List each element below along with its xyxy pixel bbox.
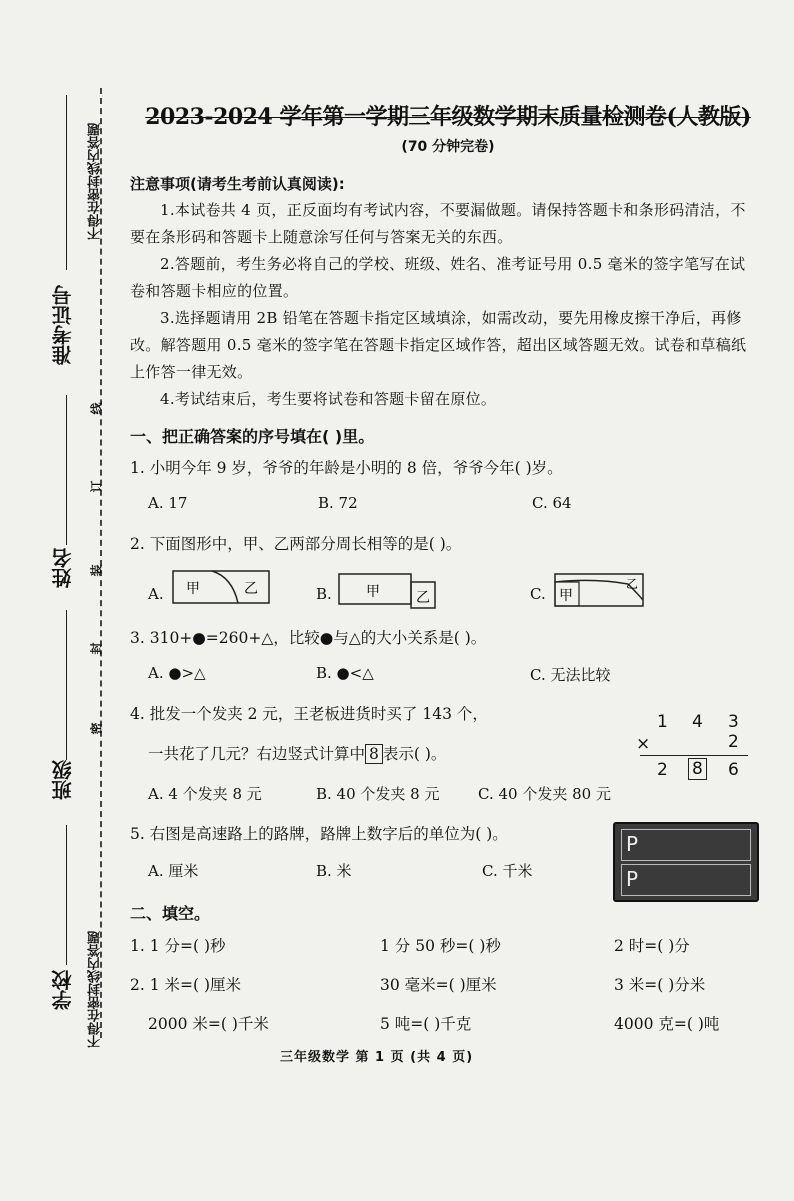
binding-top-warning: 不得在密封线内答题	[88, 123, 103, 240]
binding-field-name: 姓名	[51, 548, 75, 588]
fill-1a: 1. 1 分=( )秒	[130, 937, 226, 955]
fill-2c: 3 米=( )分米	[614, 976, 706, 994]
q4-text-after: 表示( )。	[382, 745, 447, 763]
binding-field-school: 学校	[51, 970, 75, 1010]
question-1: 1. 小明今年 9 岁，爷爷的年龄是小明的 8 倍，爷爷今年( )岁。	[130, 459, 563, 477]
q1-option-b: B. 72	[318, 494, 358, 512]
calc-result-digit-boxed: 8	[688, 758, 707, 780]
calc-multiplier: 2	[728, 732, 739, 752]
calc-times-sign: ×	[636, 734, 651, 754]
binding-field-class: 班级	[51, 760, 75, 800]
q2-fig-a-label-yi: 乙	[244, 581, 258, 597]
exam-title: 2023-2024 学年第一学期三年级数学期末质量检测卷(人教版)	[145, 104, 751, 130]
notice-item: 3.选择题请用 2B 铅笔在答题卡指定区域填涂，如需改动，要先用橡皮擦干净后，再修改。解答题用 0.5 毫米的签字笔在答题卡指定区域作答，超出区域答题无效。试卷和草稿纸上作答一律无效。	[130, 309, 747, 381]
calc-result-digit: 6	[728, 760, 739, 780]
q2-fig-c-label-yi: 乙	[626, 577, 639, 591]
question-5: 5. 右图是高速路上的路牌，路牌上数字后的单位为( )。	[130, 825, 508, 843]
q4-option-b: B. 40 个发夹 8 元	[316, 785, 440, 803]
q2-figure-b	[338, 572, 438, 612]
sign-row-letter: P	[626, 867, 639, 891]
q1-option-c: C. 64	[532, 494, 572, 512]
section-heading-fill: 二、填空。	[130, 904, 211, 923]
fill-2a: 2. 1 米=( )厘米	[130, 976, 242, 994]
calc-result-digit: 2	[657, 760, 668, 780]
binding-line-1	[66, 95, 67, 270]
seal-char: 线	[89, 402, 104, 415]
page-footer: 三年级数学 第 1 页 (共 4 页)	[280, 1050, 474, 1065]
q2-fig-a-label-jia: 甲	[186, 581, 200, 597]
binding-line-3	[66, 610, 67, 760]
notice-item: 2.答题前，考生务必将自己的学校、班级、姓名、准考证号用 0.5 毫米的签字笔写在试卷和答题卡相应的位置。	[130, 255, 746, 300]
binding-field-exam-id: 准考证号	[51, 285, 75, 365]
question-4-line1: 4. 批发一个发夹 2 元，王老板进货时买了 143 个，	[130, 705, 488, 723]
fill-1c: 2 时=( )分	[614, 937, 690, 955]
binding-bottom-warning: 不得在密封线内答题	[88, 931, 103, 1048]
q2-option-a: A.	[148, 585, 164, 603]
q5-option-b: B. 米	[316, 862, 352, 880]
q5-option-c: C. 千米	[482, 862, 533, 880]
binding-line-4	[66, 825, 67, 965]
question-3: 3. 310+●=260+△，比较●与△的大小关系是( )。	[130, 629, 487, 647]
seal-dashed-line	[100, 88, 102, 1038]
sign-row	[621, 864, 751, 896]
sign-row-letter: P	[626, 832, 639, 856]
notice-heading: 注意事项(请考生考前认真阅读):	[130, 175, 345, 193]
q4-boxed-digit: 8	[365, 744, 383, 764]
q2-figure-a	[172, 569, 272, 605]
seal-char: 封	[89, 642, 104, 655]
question-4-line2	[148, 742, 446, 764]
fill-1b: 1 分 50 秒=( )秒	[380, 937, 501, 955]
fill-2f: 4000 克=( )吨	[614, 1015, 720, 1033]
fill-2d: 2000 米=( )千米	[148, 1015, 269, 1033]
seal-char: 装	[89, 564, 104, 577]
seal-char: 密	[89, 722, 104, 735]
fill-2b: 30 毫米=( )厘米	[380, 976, 497, 994]
sign-row	[621, 829, 751, 861]
calc-top-digit: 3	[728, 712, 739, 732]
seal-char: 订	[89, 480, 104, 493]
exam-subtitle: (70 分钟完卷)	[401, 139, 495, 155]
q2-option-b: B.	[316, 585, 332, 603]
calc-top-digit: 1	[657, 712, 668, 732]
q2-fig-c-label-jia: 甲	[559, 588, 573, 604]
q1-option-a: A. 17	[148, 494, 188, 512]
question-2: 2. 下面图形中，甲、乙两部分周长相等的是( )。	[130, 535, 462, 553]
q4-option-c: C. 40 个发夹 80 元	[478, 785, 611, 803]
q3-option-b: B. ●<△	[316, 664, 374, 682]
q2-option-c: C.	[530, 585, 546, 603]
calc-rule	[640, 755, 748, 756]
q3-option-a: A. ●>△	[148, 664, 206, 682]
q4-option-a: A. 4 个发夹 8 元	[148, 785, 262, 803]
calc-top-digit: 4	[692, 712, 703, 732]
fill-2e: 5 吨=( )千克	[380, 1015, 472, 1033]
q5-option-a: A. 厘米	[148, 862, 199, 880]
binding-line-2	[66, 395, 67, 545]
notice-item: 1.本试卷共 4 页，正反面均有考试内容，不要漏做题。请保持答题卡和条形码清洁，不要在条形码和答题卡上随意涂写任何与答案无关的东西。	[130, 201, 746, 246]
q2-fig-b-label-jia: 甲	[366, 584, 380, 600]
highway-sign-image	[613, 822, 759, 902]
q2-figure-c	[554, 572, 646, 610]
section-heading-choice: 一、把正确答案的序号填在( )里。	[130, 427, 375, 446]
notice-item: 4.考试结束后，考生要将试卷和答题卡留在原位。	[160, 390, 497, 408]
q2-fig-b-label-yi: 乙	[416, 590, 430, 606]
q3-option-c: C. 无法比较	[530, 666, 611, 684]
q4-text-before: 一共花了几元？右边竖式计算中	[148, 745, 366, 763]
